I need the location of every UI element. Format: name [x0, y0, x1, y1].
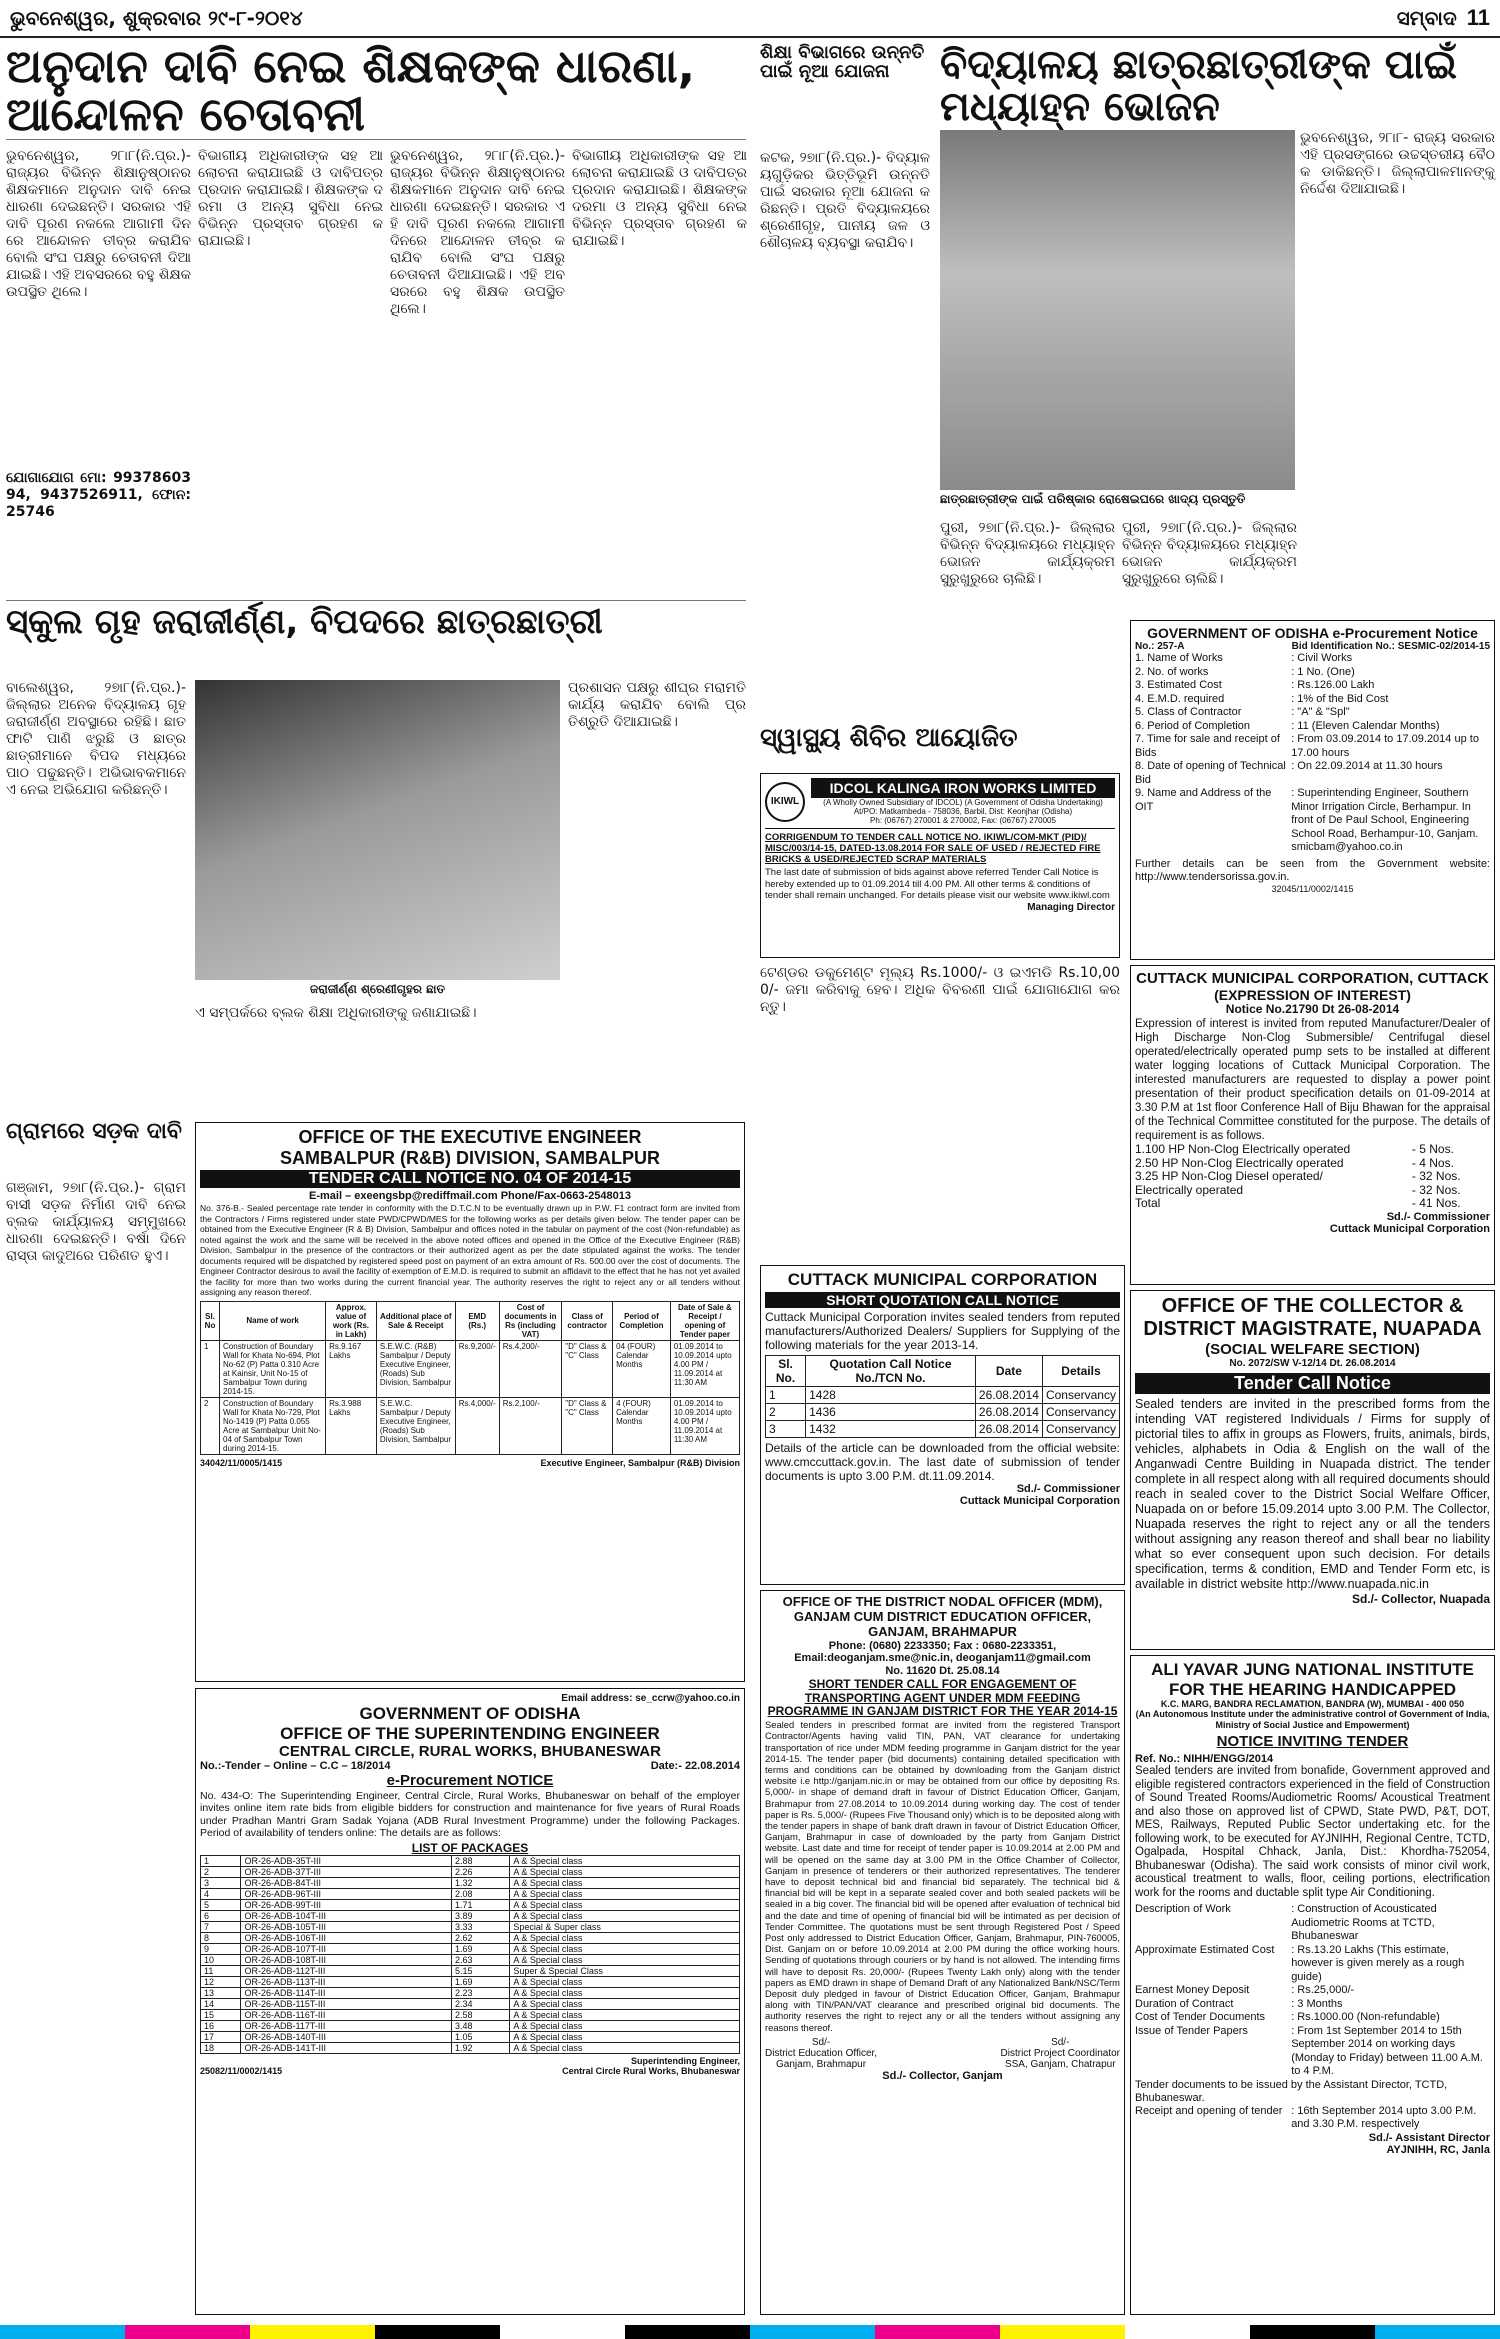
sambalpur-row: 1 Construction of Boundary Wall for Khata No-694, Plot No-62 (P) Patta 0.310 Acre at Kainsir, Unit No-15 of Sambalpur Town during 2014-15. Rs.9.167 Lakhs S.E.W.C. (R&B) Sambalpur / Deputy Executive Engineer, (Roads) Sub Division, Sambalpur Rs.9,200/- Rs.4,200/- "D" Class & "C" Class 04 (FOUR) Calendar Months 01.09.2014 to 10.09.2014 upto 4.00 PM / 11.09.2014 at 11:30 AM [201, 1340, 740, 1397]
sambalpur-footer-left: 34042/11/0005/1415 [200, 1457, 283, 1468]
eproc-title: GOVERNMENT OF ODISHA e-Procurement Notice [1147, 625, 1478, 641]
eproc-row: 1. Name of Works : Civil Works [1135, 652, 1353, 665]
students-photo [940, 130, 1295, 490]
cmc-eoi-item: 3.25 HP Non-Clog Diesel operated/ - 32 Nos. [1135, 1169, 1461, 1184]
ayj-row: Cost of Tender Documents : Rs.1000.00 (Non-refundable) [1135, 2011, 1440, 2024]
second-lower: ଏ ସମ୍ପର୍କରେ ବ୍ଲକ ଶିକ୍ଷା ଅଧିକାରୀଙ୍କୁ ଜଣାଯାଇଛି। [195, 1005, 477, 1021]
mdm-sign-bottom: Sd./- Collector, Ganjam [882, 2069, 1003, 2082]
mdm-phone: Phone: (0680) 2233350; Fax : 0680-2233351, [828, 1639, 1057, 1652]
cmc-eoi-body: Expression of interest is invited from reputed Manufacturer/Dealer of High Discharge Non-Clog Submersible/ Centrifugal diesel operated/electrically operated pump sets to be installed at different water logging locations of Cuttack Municipal Corporation. The interested manufacturers are requested to display a power point presentation of their product specification details on 01-09-2014 at 3.30 P.M at 1st floor Conference Hall of Biju Bhawan for the appraisal of the Technical Committee constituted for the purpose. The details of requirement is as follows. [1135, 1018, 1490, 1143]
photo-story-body-col2: ପୁରୀ, ୨୭ା୮(ନି.ପ୍ର.)- ଜିଲ୍ଲାର ବିଭିନ୍ନ ବିଦ୍ୟାଳୟରେ ମଧ୍ୟାହ୍ନ ଭୋଜନ କାର୍ଯ୍ୟକ୍ରମ ସୁରୁଖୁରୁରେ ଚାଲିଛି। [1122, 520, 1297, 587]
cmc-quotation-sign2: Cuttack Municipal Corporation [959, 1494, 1120, 1507]
far-right-body: ଭୁବନେଶ୍ୱର, ୨୮ା୮- ରାଜ୍ୟ ସରକାର ଏହି ପ୍ରସଙ୍ଗରେ ଉଚ୍ଚସ୍ତରୀୟ ବୈଠକ ଡାକିଛନ୍ତି। ଜିଲ୍ଲାପାଳମାନଙ୍କୁ ନିର୍ଦ୍ଦେଶ ଦିଆଯାଇଛି। [1300, 130, 1495, 197]
damaged-roof-photo [195, 680, 560, 980]
rural-no: No.:-Tender – Online – C.C – 18/2014 [200, 1760, 391, 1773]
rural-footer-left: 25082/11/0002/1415 [200, 2066, 283, 2077]
idcol-logo: IKIWL [765, 782, 805, 822]
cmc-quotation-ad [760, 1265, 1125, 1585]
collector-body: Sealed tenders are invited in the prescribed forms from the intending VAT registered Individuals / Firms for supply of pictorial tiles to affix in groups as Flowers, fruits, animals, birds, vehicles, alphabets in Odia & English on the wall of the Anganwadi Centre Building in Nuapada district. The tender complete in all respect along with all required documents should reach in sealed cover to the District Social Welfare Officer, Nuapada on or before 15.09.2014 upto 3.00 P.M. The Collector, Nuapada reserves the right to reject any or all the tenders without assigning any reason thereof and shall bear no liability what so ever consequent upon such decision. For details specification, terms & condition, EMD and Tender Form etc, is available in district website http://www.nuapada.nic.in [1135, 1396, 1490, 1591]
rural-list-title: LIST OF PACKAGES [411, 1840, 529, 1855]
collector-sign: Sd./- Collector, Nuapada [1351, 1591, 1490, 1606]
eproc-bid-id: Bid Identification No.: SESMIC-02/2014-15 [1291, 641, 1490, 653]
eproc-bid-no: No.: 257-A [1135, 641, 1185, 653]
rural-title3: CENTRAL CIRCLE, RURAL WORKS, BHUBANESWAR [279, 1743, 661, 1761]
ayj-bar: NOTICE INVITING TENDER [1135, 1733, 1490, 1750]
ayj-sub: (An Autonomous Institute under the administrative control of Government of India, Ministry of Social Justice and Empowerment) [1135, 1709, 1490, 1730]
ayj-row: Earnest Money Deposit : Rs.25,000/- [1135, 1984, 1355, 1997]
eproc-row: 2. No. of works : 1 No. (One) [1135, 665, 1355, 678]
idcol-body: The last date of submission of bids against above referred Tender Call Notice is hereby extended up to 01.09.2014 till 4.00 PM. All other terms & conditions of tender shall remain unchanged. For details please visit our website www.ikiwl.com [765, 867, 1110, 901]
rural-package-row: 3 OR-26-ADB-84T-III 1.32 A & Special class [201, 1878, 740, 1889]
cmc-eoi-sign1: Sd./- Commissioner [1386, 1210, 1490, 1223]
rural-package-row: 17 OR-26-ADB-140T-III 1.05 A & Special class [201, 2032, 740, 2043]
sambalpur-title2: SAMBALPUR (R&B) DIVISION, SAMBALPUR [280, 1147, 660, 1168]
ayj-row: Approximate Estimated Cost : Rs.13.20 Lakhs (This estimate, however is given merely as a rough guide) [1135, 1943, 1465, 1983]
second-headline: ସ୍କୁଲ ଗୃହ ଜରାଜୀର୍ଣ୍ଣ, ବିପଦରେ ଛାତ୍ରଛାତ୍ରୀ [6, 600, 746, 670]
sambalpur-header-cell: Approx. value of work (Rs. in Lakh) [326, 1301, 377, 1340]
eproc-ref: 32045/11/0002/1415 [1271, 883, 1354, 894]
mdm-title: OFFICE OF THE DISTRICT NODAL OFFICER (MDM), GANJAM CUM DISTRICT EDUCATION OFFICER, GANJAM, BRAHMAPUR [782, 1594, 1103, 1639]
idcol-corrigendum: CORRIGENDUM TO TENDER CALL NOTICE NO. IKIWL/COM-MKT (PID)/ MISC/003/14-15, DATED-13.08.2014 FOR SALE OF USED / REJECTED FIRE BRICKS & USED/REJECTED SCRAP MATERIALS [765, 832, 1101, 865]
eproc-row: 7. Time for sale and receipt of Bids : From 03.09.2014 to 17.09.2014 up to 17.00 hours [1135, 733, 1479, 759]
mdm-no: No. 11620 Dt. 25.08.14 [885, 1665, 1000, 1678]
cmc-eoi-ad [1130, 965, 1495, 1285]
rural-package-row: 11 OR-26-ADB-112T-III 5.15 Super & Special Class [201, 1966, 740, 1977]
cmc-eoi-sign2: Cuttack Municipal Corporation [1329, 1222, 1490, 1235]
photo-caption: ଛାତ୍ରଛାତ୍ରୀଙ୍କ ପାଇଁ ପରିଷ୍କାର ରୋଷେଇଘରେ ଖାଦ୍ୟ ପ୍ରସ୍ତୁତି [940, 492, 1246, 506]
mdm-bar: SHORT TENDER CALL FOR ENGAGEMENT OF TRANSPORTING AGENT UNDER MDM FEEDING PROGRAMME IN GANJAM DISTRICT FOR THE YEAR 2014-15 [767, 1676, 1118, 1719]
eproc-row: 6. Period of Completion : 11 (Eleven Calendar Months) [1135, 719, 1440, 732]
right-col-body: କଟକ, ୨୭ା୮(ନି.ପ୍ର.)- ବିଦ୍ୟାଳୟଗୁଡ଼ିକର ଭିତ୍ତିଭୂମି ଉନ୍ନତି ପାଇଁ ସରକାର ନୂଆ ଯୋଜନା କରିଛନ୍ତି। ପ୍ରତି ବିଦ୍ୟାଳୟରେ ଶ୍ରେଣୀଗୃହ, ପାନୀୟ ଜଳ ଓ ଶୌଚାଳୟ ବ୍ୟବସ୍ଥା କରାଯିବ। [760, 150, 930, 251]
cmc-quotation-body2: Details of the article can be downloaded from the official website: www.cmccuttack.gov.in. The last date of submission of tender documents is upto 3.00 P.M. dt.11.09.2014. [765, 1440, 1120, 1483]
second-right-body: ପ୍ରଶାସନ ପକ୍ଷରୁ ଶୀଘ୍ର ମରାମତି କାର୍ଯ୍ୟ କରାଯିବ ବୋଲି ପ୍ରତିଶ୍ରୁତି ଦିଆଯାଇଛି। [568, 680, 746, 730]
rural-title1: GOVERNMENT OF ODISHA [359, 1704, 581, 1723]
ayj-sign2: AYJNIHH, RC, Janla [1386, 2143, 1490, 2156]
sambalpur-bar: TENDER CALL NOTICE NO. 04 OF 2014-15 [200, 1170, 740, 1188]
photo-headline: ବିଦ୍ୟାଳୟ ଛାତ୍ରଛାତ୍ରୀଙ୍କ ପାଇଁ ମଧ୍ୟାହ୍ନ ଭୋଜନ [940, 42, 1458, 130]
ayj-rows [1135, 1903, 1490, 2079]
sambalpur-header-cell: Sl. No [201, 1301, 220, 1340]
rural-package-row: 5 OR-26-ADB-99T-III 1.71 A & Special class [201, 1900, 740, 1911]
lead-headline: ଅନୁଦାନ ଦାବି ନେଇ ଶିକ୍ଷକଙ୍କ ଧାରଣା, ଆନ୍ଦୋଳନ ଚେତାବନୀ [6, 42, 746, 140]
cmc-eoi-title: CUTTACK MUNICIPAL CORPORATION, CUTTACK [1136, 970, 1489, 987]
cmc-quotation-header-cell: Details [1042, 1355, 1119, 1386]
sambalpur-header-cell: Cost of documents in Rs (including VAT) [499, 1301, 562, 1340]
ayj-body2: Tender documents to be issued by the Assistant Director, TCTD, Bhubaneswar. [1135, 2078, 1448, 2104]
cmc-quotation-title: CUTTACK MUNICIPAL CORPORATION [787, 1270, 1098, 1289]
lead-body-col2: ବିଭାଗୀୟ ଅଧିକାରୀଙ୍କ ସହ ଆଲୋଚନା କରାଯାଇଛି ଓ ଦାବିପତ୍ର ପ୍ରଦାନ କରାଯାଇଛି। ଶିକ୍ଷକଙ୍କ ଦରମା ଓ ଅନ୍ୟ ସୁବିଧା ନେଇ ବିଭିନ୍ନ ପ୍ରସ୍ତାବ ଗ୍ରହଣ କରାଯାଇଛି। [198, 148, 383, 249]
rural-package-row: 9 OR-26-ADB-107T-III 1.69 A & Special class [201, 1944, 740, 1955]
sambalpur-header-cell: Date of Sale & Receipt / opening of Tender paper [670, 1301, 739, 1340]
sambalpur-header-cell: Class of contractor [562, 1301, 613, 1340]
collector-title: OFFICE OF THE COLLECTOR & DISTRICT MAGISTRATE, NUAPADA [1143, 1295, 1482, 1340]
cmc-quotation-header-cell: Date [975, 1355, 1042, 1386]
idcol-ad [760, 773, 1120, 958]
collector-ad [1130, 1290, 1495, 1650]
right-col-headline: ଶିକ୍ଷା ବିଭାଗରେ ଉନ୍ନତି ପାଇଁ ନୂଆ ଯୋଜନା [760, 42, 925, 82]
ayj-sign1: Sd./- Assistant Director [1368, 2131, 1490, 2144]
idcol-phone: Ph: (06767) 270001 & 270002, Fax: (06767) 270005 [870, 816, 1056, 825]
cmc-quotation-header-cell: Quotation Call Notice No./TCN No. [806, 1355, 976, 1386]
eproc-ad [1130, 620, 1495, 960]
cmc-quotation-header-cell: Sl. No. [766, 1355, 806, 1386]
rural-package-row: 7 OR-26-ADB-105T-III 3.33 Special & Super class [201, 1922, 740, 1933]
mdm-sign-left: Sd/- District Education Officer, Ganjam, Brahmapur [765, 2036, 878, 2070]
eproc-footer: Further details can be seen from the Government website: http://www.tendersorissa.gov.in. [1135, 857, 1490, 883]
cmc-quotation-body: Cuttack Municipal Corporation invites sealed tenders from reputed manufacturers/Authorized Dealers/ Suppliers for Supplying of the following materials for the year 2013-14. [765, 1309, 1120, 1352]
sambalpur-table [200, 1301, 740, 1455]
eproc-row: 5. Class of Contractor : "A" & "Spl" [1135, 706, 1350, 719]
ayj-receipt: Receipt and opening of tender : 16th September 2014 upto 3.00 P.M. and 3.30 P.M. respectively [1135, 2104, 1477, 2131]
color-registration-strip [0, 2325, 1500, 2339]
rural-package-row: 4 OR-26-ADB-96T-III 2.08 A & Special class [201, 1889, 740, 1900]
cmc-eoi-item: Electrically operated - 32 Nos. [1135, 1182, 1461, 1197]
cmc-eoi-sub: (EXPRESSION OF INTEREST) [1214, 987, 1411, 1004]
ayj-ref: Ref. No.: NIHH/ENGG/2014 [1135, 1753, 1274, 1766]
rural-package-row: 1 OR-26-ADB-35T-III 2.88 A & Special class [201, 1856, 740, 1867]
ayj-row: Issue of Tender Papers : From 1st September 2014 to 15th September 2014 on working days (Monday to Friday) between 11.00 A.M. to 4 P.M. [1135, 2024, 1483, 2078]
cmc-quotation-bar: SHORT QUOTATION CALL NOTICE [765, 1292, 1120, 1308]
lead-body-col3: ଭୁବନେଶ୍ୱର, ୨୮ା୮(ନି.ପ୍ର.)- ରାଜ୍ୟର ବିଭିନ୍ନ ଶିକ୍ଷାନୁଷ୍ଠାନର ଶିକ୍ଷକମାନେ ଅନୁଦାନ ଦାବି ନେଇ ଧାରଣା ଦେଇଛନ୍ତି। ସରକାର ଏହି ଦାବି ପୂରଣ ନକଲେ ଆଗାମୀ ଦିନରେ ଆନ୍ଦୋଳନ ତୀବ୍ର କରାଯିବ ବୋଲି ସଂଘ ପକ୍ଷରୁ ଚେତାବନୀ ଦିଆଯାଇଛି। ଏହି ଅବସରରେ ବହୁ ଶିକ୍ଷକ ଉପସ୍ଥିତ ଥିଲେ। [390, 148, 565, 317]
second-body: ବାଲେଶ୍ୱର, ୨୭ା୮(ନି.ପ୍ର.)- ଜିଲ୍ଲାର ଅନେକ ବିଦ୍ୟାଳୟ ଗୃହ ଜରାଜୀର୍ଣ୍ଣ ଅବସ୍ଥାରେ ରହିଛି। ଛାତ ଫାଟି ପାଣି ଝରୁଛି ଓ ଛାତ୍ରଛାତ୍ରୀମାନେ ବିପଦ ମଧ୍ୟରେ ପାଠ ପଢୁଛନ୍ତି। ଅଭିଭାବକମାନେ ଏ ନେଇ ଅଭିଯୋଗ କରିଛନ୍ତି। [6, 680, 186, 798]
rural-email: Email address: se_ccrw@yahoo.co.in [561, 1693, 740, 1704]
rural-body: No. 434-O: The Superintending Engineer, Central Circle, Rural Works, Bhubaneswar on behalf of the employer invites online item rate bids from eligible bidders for construction and maintenance for five years of Rural Roads under Pradhan Mantri Gram Sadak Yojana (ADB Rural Investment Programme) under the following Packages. Period of availability of tenders online: The details are as follows: [200, 1789, 740, 1840]
date-line: ଭୁବନେଶ୍ୱର, ଶୁକ୍ରବାର ୨୯-୮-୨୦୧୪ [10, 6, 303, 30]
ayj-title: ALI YAVAR JUNG NATIONAL INSTITUTE FOR THE HEARING HANDICAPPED [1151, 1660, 1474, 1699]
masthead [0, 0, 1500, 38]
idcol-sign: Managing Director [1027, 901, 1115, 913]
sambalpur-row: 2 Construction of Boundary Wall for Khata No-729, Plot No-1419 (P) Patta 0.055 Acre at Sambalpur Unit No-04 of Sambalpur Town during 2014-15. Rs.3.988 Lakhs S.E.W.C. Sambalpur / Deputy Executive Engineer, (Roads) Sub Division, Sambalpur Rs.4,000/- Rs.2,100/- "D" Class & "C" Class 4 (FOUR) Calendar Months 01.09.2014 to 10.09.2014 upto 4.00 PM / 11.09.2014 at 11:30 AM [201, 1397, 740, 1454]
rural-sign1: Superintending Engineer, [630, 2056, 740, 2067]
lead-body-col4: ବିଭାଗୀୟ ଅଧିକାରୀଙ୍କ ସହ ଆଲୋଚନା କରାଯାଇଛି ଓ ଦାବିପତ୍ର ପ୍ରଦାନ କରାଯାଇଛି। ଶିକ୍ଷକଙ୍କ ଦରମା ଓ ଅନ୍ୟ ସୁବିଧା ନେଇ ବିଭିନ୍ନ ପ୍ରସ୍ତାବ ଗ୍ରହଣ କରାଯାଇଛି। [572, 148, 747, 249]
rural-package-row: 8 OR-26-ADB-106T-III 2.62 A & Special class [201, 1933, 740, 1944]
sambalpur-header-cell: Additional place of Sale & Receipt [376, 1301, 455, 1340]
eproc-row: 4. E.M.D. required : 1% of the Bid Cost [1135, 692, 1389, 705]
rural-title2: OFFICE OF THE SUPERINTENDING ENGINEER [280, 1723, 660, 1743]
collector-no: No. 2072/SW V-12/14 Dt. 26.08.2014 [1229, 1358, 1396, 1370]
paper-name: ସମ୍ବାଦ [1396, 6, 1457, 30]
cmc-eoi-notice: Notice No.21790 Dt 26-08-2014 [1225, 1002, 1400, 1017]
mdm-sign-right: Sd/- District Project Coordinator SSA, Ganjam, Chatrapur [1000, 2036, 1120, 2070]
cmc-quotation-row: 3 1432 26.08.2014 Conservancy [766, 1420, 1120, 1437]
notice-body: ଟେଣ୍ଡର ଡକୁମେଣ୍ଟ ମୂଲ୍ୟ Rs.1000/- ଓ ଇଏମଡି Rs.10,000/- ଜମା କରିବାକୁ ହେବ। ଅଧିକ ବିବରଣୀ ପାଇଁ ଯୋଗାଯୋଗ କରନ୍ତୁ। [760, 965, 1120, 1015]
cmc-eoi-item: Total - 41 Nos. [1135, 1196, 1461, 1211]
idcol-address: At/PO: Matkambeda - 758036, Barbil, Dist: Keonjhar (Odisha) [853, 807, 1073, 816]
ayj-ad [1130, 1655, 1495, 2315]
rural-package-row: 15 OR-26-ADB-116T-III 2.58 A & Special class [201, 2010, 740, 2021]
lead-contact: ଯୋଗାଯୋଗ ମୋ: 9937860394, 9437526911, ଫୋନ: 25746 [6, 470, 191, 520]
rural-package-row: 16 OR-26-ADB-117T-III 3.48 A & Special class [201, 2021, 740, 2032]
photo-story-body: ପୁରୀ, ୨୭ା୮(ନି.ପ୍ର.)- ଜିଲ୍ଲାର ବିଭିନ୍ନ ବିଦ୍ୟାଳୟରେ ମଧ୍ୟାହ୍ନ ଭୋଜନ କାର୍ଯ୍ୟକ୍ରମ ସୁରୁଖୁରୁରେ ଚାଲିଛି। [940, 520, 1115, 587]
rural-works-ad [195, 1688, 745, 2315]
eproc-row: 3. Estimated Cost : Rs.126.00 Lakh [1135, 679, 1375, 692]
rural-sign2: Central Circle Rural Works, Bhubaneswar [562, 2066, 740, 2077]
sambalpur-header-cell: Period of Completion [613, 1301, 671, 1340]
idcol-title: IDCOL KALINGA IRON WORKS LIMITED [811, 778, 1115, 798]
cmc-eoi-items [1135, 1143, 1490, 1211]
ayj-body: Sealed tenders are invited from bonafide, Government approved and eligible registered contractors experienced in the field of Construction of Sound Treated Rooms/Audiometric Rooms/ Acoustical Treatment and also those on approved list of CPWD, State PWD, P&T, DOT, MES, Railways, Reputed Public Sector undertaking etc. for the following work, to be executed for AYJNIHH, Regional Centre, TCTD, Ogalpada, Hospital Chhack, Janla, Dist.: Khordha-752054, Bhubaneswar (Odisha). The said work consists of minor civil work, acoustical treatment to walls, floor, ceiling portions, electrification work for the rooms and ductable split type Air Conditioning. [1135, 1765, 1490, 1899]
rural-package-row: 18 OR-26-ADB-141T-III 1.92 A & Special class [201, 2043, 740, 2054]
sambalpur-header-cell: Name of work [220, 1301, 326, 1340]
cmc-eoi-item: 2.50 HP Non-Clog Electrically operated - 4 Nos. [1135, 1155, 1454, 1170]
cmc-quotation-row: 2 1436 26.08.2014 Conservancy [766, 1403, 1120, 1420]
mdm-body: Sealed tenders in prescribed format are invited from the registered Transport Contractor/Agents having valid TIN, PAN, VAT clearance for undertaking transportation of rice under MDM feeding programme in Ganjam district for the year 2014-15. The tender paper (bid documents) containing detailed specification with terms and conditions can be obtained by downloading from the Ganjam district website i.e http://ganjam.nic.in or may be obtained from our office by depositing Rs. 5,000/- in shape of demand draft in favour of District Education Officer, Ganjam, Brahmapur from 27.08.2014 to 10.09.2014 during working day. The cost of tender paper is Rs. 5,000/- (Rupees Five Thousand only) which is to be deposited along with the tender papers in shape of bank draft drawn in favour of District Education Officer, Ganjam, Brahmapur in case of downloaded by the party from Ganjam District website. Last date and time for receipt of tender paper is 10.09.2014 at 2.00 PM and will be opened on the same day at 3.00 PM in the Office Chamber of Collector, Ganjam in presence of tenderers or their authorized representatives. The tenderer have to deposit technical bid and financial bid separately. The technical bid & financial bid will be kept in a separate sealed cover and both sealed packets will be sealed in a big cover. The financial bid will be opened after evaluation of technical bid and the date and time of opening of financial bid will be intimated as per decision of Tender Committee. The quotations must be sent through Registered Post / Speed Post only addressed to District Education Officer, Ganjam, Brahmapur, PIN-760005, Dist. Ganjam on or before 10.09.2014 at 2.00 PM during the office working hours. Sending of quotations through couriers or by hand is not allowed. The intending firms will have to deposit Rs. 20,000/- (Rupees Twenty Lakh only) along with the tender papers as EMD drawn in shape of Demand Draft of any Nationalized Bank/NSC/Term Deposit duly pledged in favour of District Education Officer, Ganjam, Brahmapur along with TIN/PAN/VAT clearance and prescribed original bid documents. The authority reserves the right to reject any or all the tenders without assigning any reasons thereof. [765, 1719, 1120, 2033]
sambalpur-email: E-mail – exeengsbp@rediffmail.com Phone/Fax-0663-2548013 [309, 1190, 631, 1203]
cmc-eoi-item: 1.100 HP Non-Clog Electrically operated - 5 Nos. [1135, 1142, 1454, 1157]
rural-package-row: 2 OR-26-ADB-37T-III 2.26 A & Special class [201, 1867, 740, 1878]
eproc-row: 8. Date of opening of Technical Bid : On 22.09.2014 at 11.30 hours [1135, 760, 1443, 786]
sambalpur-body: No. 376-B.- Sealed percentage rate tender in conformity with the D.T.C.N to be eventually drawn up in P.W. F1 contract form are invited from the Contractors / Firms registered under state PWD/CPWD/MES for the following works as per details given below. The tender paper can be obtained from the Executive Engineer (R & B) Division, Sambalpur and offices noted in the tabular on payment of the cost (Non-refundable) as noted against the work and the same will be received in the above noted offices and opened in the Office of the Executive Engineer (R&B) Division, Sambalpur in the presence of the contractors or their authorized agent as per the date stipulated against the works. The tender documents required will be dispatched by registered speed post on payment of an extra amount of Rs. 500.00 over the cost of documents. The Engineer Contractor desirous to avail the facility of exemption of E.M.D. is required to submit an affidavit to the effect that he has not yet availed the facility for more than two works during the current financial year. The authority reserves the right to reject any or all tenders without assigning any reason thereof. [200, 1203, 740, 1298]
rural-package-row: 10 OR-26-ADB-108T-III 2.63 A & Special class [201, 1955, 740, 1966]
collector-sub: (SOCIAL WELFARE SECTION) [1205, 1341, 1420, 1358]
lead-body: ଭୁବନେଶ୍ୱର, ୨୮ା୮(ନି.ପ୍ର.)- ରାଜ୍ୟର ବିଭିନ୍ନ ଶିକ୍ଷାନୁଷ୍ଠାନର ଶିକ୍ଷକମାନେ ଅନୁଦାନ ଦାବି ନେଇ ଧାରଣା ଦେଇଛନ୍ତି। ସରକାର ଏହି ଦାବି ପୂରଣ ନକଲେ ଆଗାମୀ ଦିନରେ ଆନ୍ଦୋଳନ ତୀବ୍ର କରାଯିବ ବୋଲି ସଂଘ ପକ୍ଷରୁ ଚେତାବନୀ ଦିଆଯାଇଛି। ଏହି ଅବସରରେ ବହୁ ଶିକ୍ଷକ ଉପସ୍ଥିତ ଥିଲେ। [6, 148, 191, 300]
rural-date: Date:- 22.08.2014 [650, 1760, 740, 1773]
eproc-rows [1135, 652, 1490, 855]
rural-package-row: 13 OR-26-ADB-114T-III 2.23 A & Special class [201, 1988, 740, 1999]
mdm-ad [760, 1590, 1125, 2315]
eproc-row: 9. Name and Address of the OIT : Superintending Engineer, Southern Minor Irrigation Circle, Berhampur. In front of De Paul School, Engineering School Road, Berhampur-10, Ganjam. smicbam@yahoo.co.in [1135, 787, 1479, 854]
ayj-row: Description of Work : Construction of Acousticated Audiometric Rooms at TCTD, Bhubaneswar [1135, 1903, 1437, 1943]
rural-package-row: 14 OR-26-ADB-115T-III 2.34 A & Special class [201, 1999, 740, 2010]
ayj-addr: K.C. MARG, BANDRA RECLAMATION, BANDRA (W), MUMBAI - 400 050 [1160, 1699, 1465, 1710]
cmc-quotation-row: 1 1428 26.08.2014 Conservancy [766, 1386, 1120, 1403]
rural-packages-table [200, 1855, 740, 2054]
rural-notice: e-Procurement NOTICE [386, 1772, 554, 1790]
idcol-subtitle: (A Wholly Owned Subsidiary of IDCOL) (A Government of Odisha Undertaking) [823, 798, 1103, 807]
sambalpur-header-cell: EMD (Rs.) [455, 1301, 499, 1340]
mdm-email: Email:deoganjam.sme@nic.in, deoganjam11@gmail.com [794, 1652, 1091, 1665]
small-headline: ଗ୍ରାମରେ ସଡ଼କ ଦାବି [6, 1119, 182, 1144]
page-number: 11 [1466, 5, 1490, 30]
cmc-quotation-sign1: Sd./- Commissioner [1016, 1482, 1120, 1495]
rural-package-row: 6 OR-26-ADB-104T-III 3.89 A & Special class [201, 1911, 740, 1922]
sambalpur-title: OFFICE OF THE EXECUTIVE ENGINEER [298, 1127, 642, 1147]
collector-bar: Tender Call Notice [1135, 1373, 1490, 1394]
ayj-row: Duration of Contract : 3 Months [1135, 1997, 1343, 2010]
rural-package-row: 12 OR-26-ADB-113T-III 1.69 A & Special class [201, 1977, 740, 1988]
mid-headline: ସ୍ୱାସ୍ଥ୍ୟ ଶିବିର ଆୟୋଜିତ [760, 723, 1018, 753]
small-body: ଗଞ୍ଜାମ, ୨୭ା୮(ନି.ପ୍ର.)- ଗ୍ରାମବାସୀ ସଡ଼କ ନିର୍ମାଣ ଦାବି ନେଇ ବ୍ଲକ କାର୍ଯ୍ୟାଳୟ ସମ୍ମୁଖରେ ଧାରଣା ଦେଇଛନ୍ତି। ବର୍ଷା ଦିନେ ରାସ୍ତା କାଦୁଅରେ ପରିଣତ ହୁଏ। [6, 1180, 186, 1264]
second-caption: ଜରାଜୀର୍ଣ୍ଣ ଶ୍ରେଣୀଗୃହର ଛାତ [309, 982, 446, 996]
sambalpur-ad [195, 1122, 745, 1682]
sambalpur-footer-right: Executive Engineer, Sambalpur (R&B) Division [540, 1457, 740, 1468]
cmc-quotation-table [765, 1355, 1120, 1438]
